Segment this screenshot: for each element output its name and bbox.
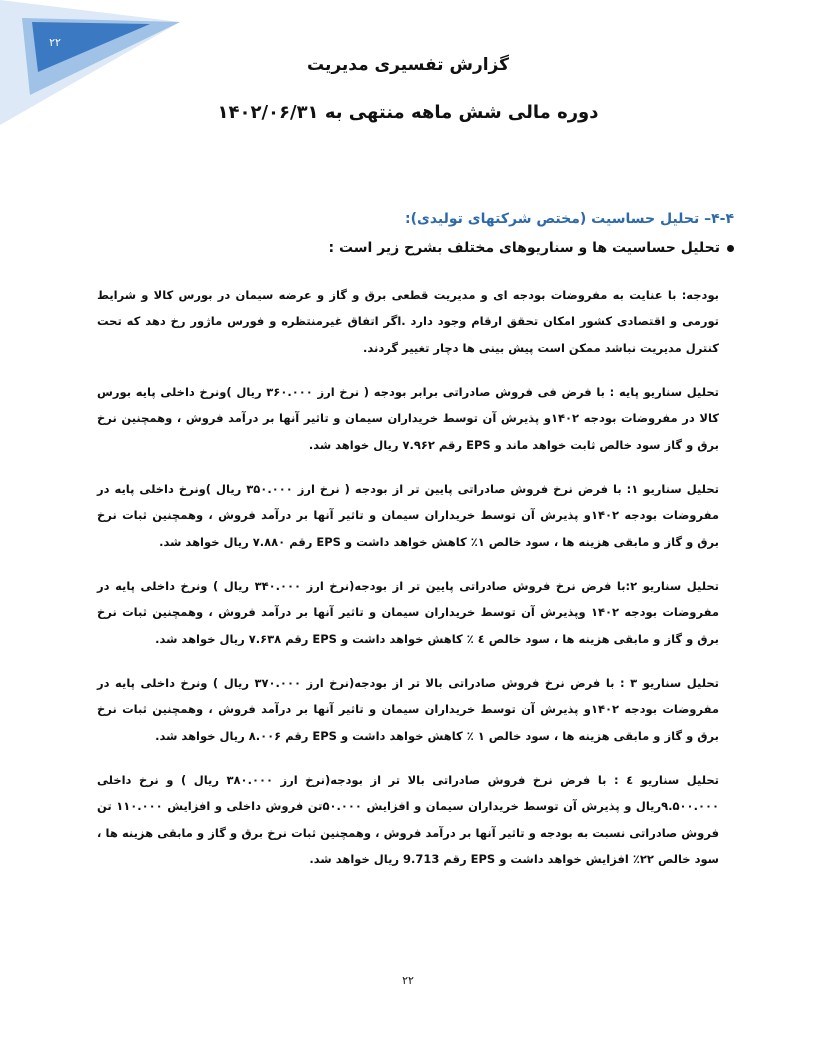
- bullet-text: تحلیل حساسیت ها و سناریوهای مختلف بشرح زیر است :: [328, 240, 720, 256]
- section-heading: ۴-۴– تحلیل حساسیت (مختص شرکتهای تولیدی):: [405, 211, 734, 227]
- paragraph-scenario-1: تحلیل سناریو ۱: با فرض نرخ فروش صادراتی پایین تر از بودجه ( نرخ ارز ۳۵۰.۰۰۰ ریال )ونرخ داخلی پایه در مفروضات بودجه ۱۴۰۲و پذیرش آن توسط خریداران سیمان و تاثیر آنها بر درآمد فروش ، وهمچنین ثبات نرخ برق و گاز و مابقی هزینه ها ، سود خالص ۱٪ کاهش خواهد داشت و EPS رقم ۷.۸۸۰ ریال خواهد شد.: [97, 481, 720, 549]
- paragraph-scenario-4: تحلیل سناریو ٤ : با فرض نرخ فروش صادراتی بالا تر از بودجه(نرخ ارز ۳۸۰.۰۰۰ ریال ) و نرخ داخلی ۹.۵۰۰.۰۰۰ریال و پذیرش آن توسط خریداران سیمان و افزایش ۵۰.۰۰۰تن فروش داخلی و افزایش ۱۱۰.۰۰۰ تن فروش صادراتی نسبت به بودجه و تاثیر آنها بر درآمد فروش ، وهمچنین ثبات نرخ برق و گاز و مابقی هزینه ها ، سود خالص ۲۲٪ افزایش خواهد داشت و EPS رقم 9.713 ریال خواهد شد.: [97, 772, 719, 866]
- corner-page-number: ۲۲: [49, 36, 61, 49]
- bullet-icon: [727, 245, 734, 252]
- paragraph-budget: بودجه: با عنایت به مفروضات بودجه ای و مدیریت قطعی برق و گاز و عرضه سیمان در بورس کالا و شرایط تورمی و اقتصادی کشور امکان تحقق ارقام وجود دارد .اگر اتفاق غیرمنتظره و فورس ماژور رخ دهد که تحت کنترل مدیریت نباشد ممکن است پیش بینی ها دچار تغییر گردند.: [97, 287, 719, 355]
- paragraph-scenario-2: تحلیل سناریو ۲:با فرض نرخ فروش صادراتی پایین تر از بودجه(نرخ ارز ۳۴۰.۰۰۰ ریال ) ونرخ داخلی پایه در مفروضات بودجه ۱۴۰۲ وپذیرش آن توسط خریداران سیمان و تاثیر آنها بر درآمد فروش ، وهمچنین ثبات نرخ برق و گاز و مابقی هزینه ها ، سود خالص ٤ ٪ کاهش خواهد داشت و EPS رقم ۷.۶۳۸ ریال خواهد شد.: [97, 578, 720, 646]
- footer-page-number: ۲۲: [402, 974, 414, 987]
- document-title: گزارش تفسیری مدیریت: [306, 55, 510, 75]
- document-subtitle: دوره مالی شش ماهه منتهی به ۱۴۰۲/۰۶/۳۱: [217, 102, 599, 123]
- paragraph-scenario-3: تحلیل سناریو ۳ : با فرض نرخ فروش صادراتی بالا تر از بودجه(نرخ ارز ۳۷۰.۰۰۰ ریال ) ونرخ داخلی پایه در مفروضات بودجه ۱۴۰۲و پذیرش آن توسط خریداران سیمان و تاثیر آنها بر درآمد فروش ، وهمچنین ثبات نرخ برق و گاز و مابقی هزینه ها ، سود خالص ۱ ٪ کاهش خواهد داشت و EPS رقم ۸.۰۰۶ ریال خواهد شد.: [97, 675, 720, 743]
- paragraph-base-scenario: تحلیل سناریو پایه : با فرض فی فروش صادراتی برابر بودجه ( نرخ ارز ۳۶۰.۰۰۰ ریال )ونرخ داخلی پایه بورس کالا در مفروضات بودجه ۱۴۰۲و پذیرش آن توسط خریداران سیمان و تاثیر آنها بر درآمد فروش ، وهمچنین نرخ برق و گاز سود خالص ثابت خواهد ماند و EPS رقم ۷.۹۶۲ ریال خواهد شد.: [97, 384, 720, 452]
